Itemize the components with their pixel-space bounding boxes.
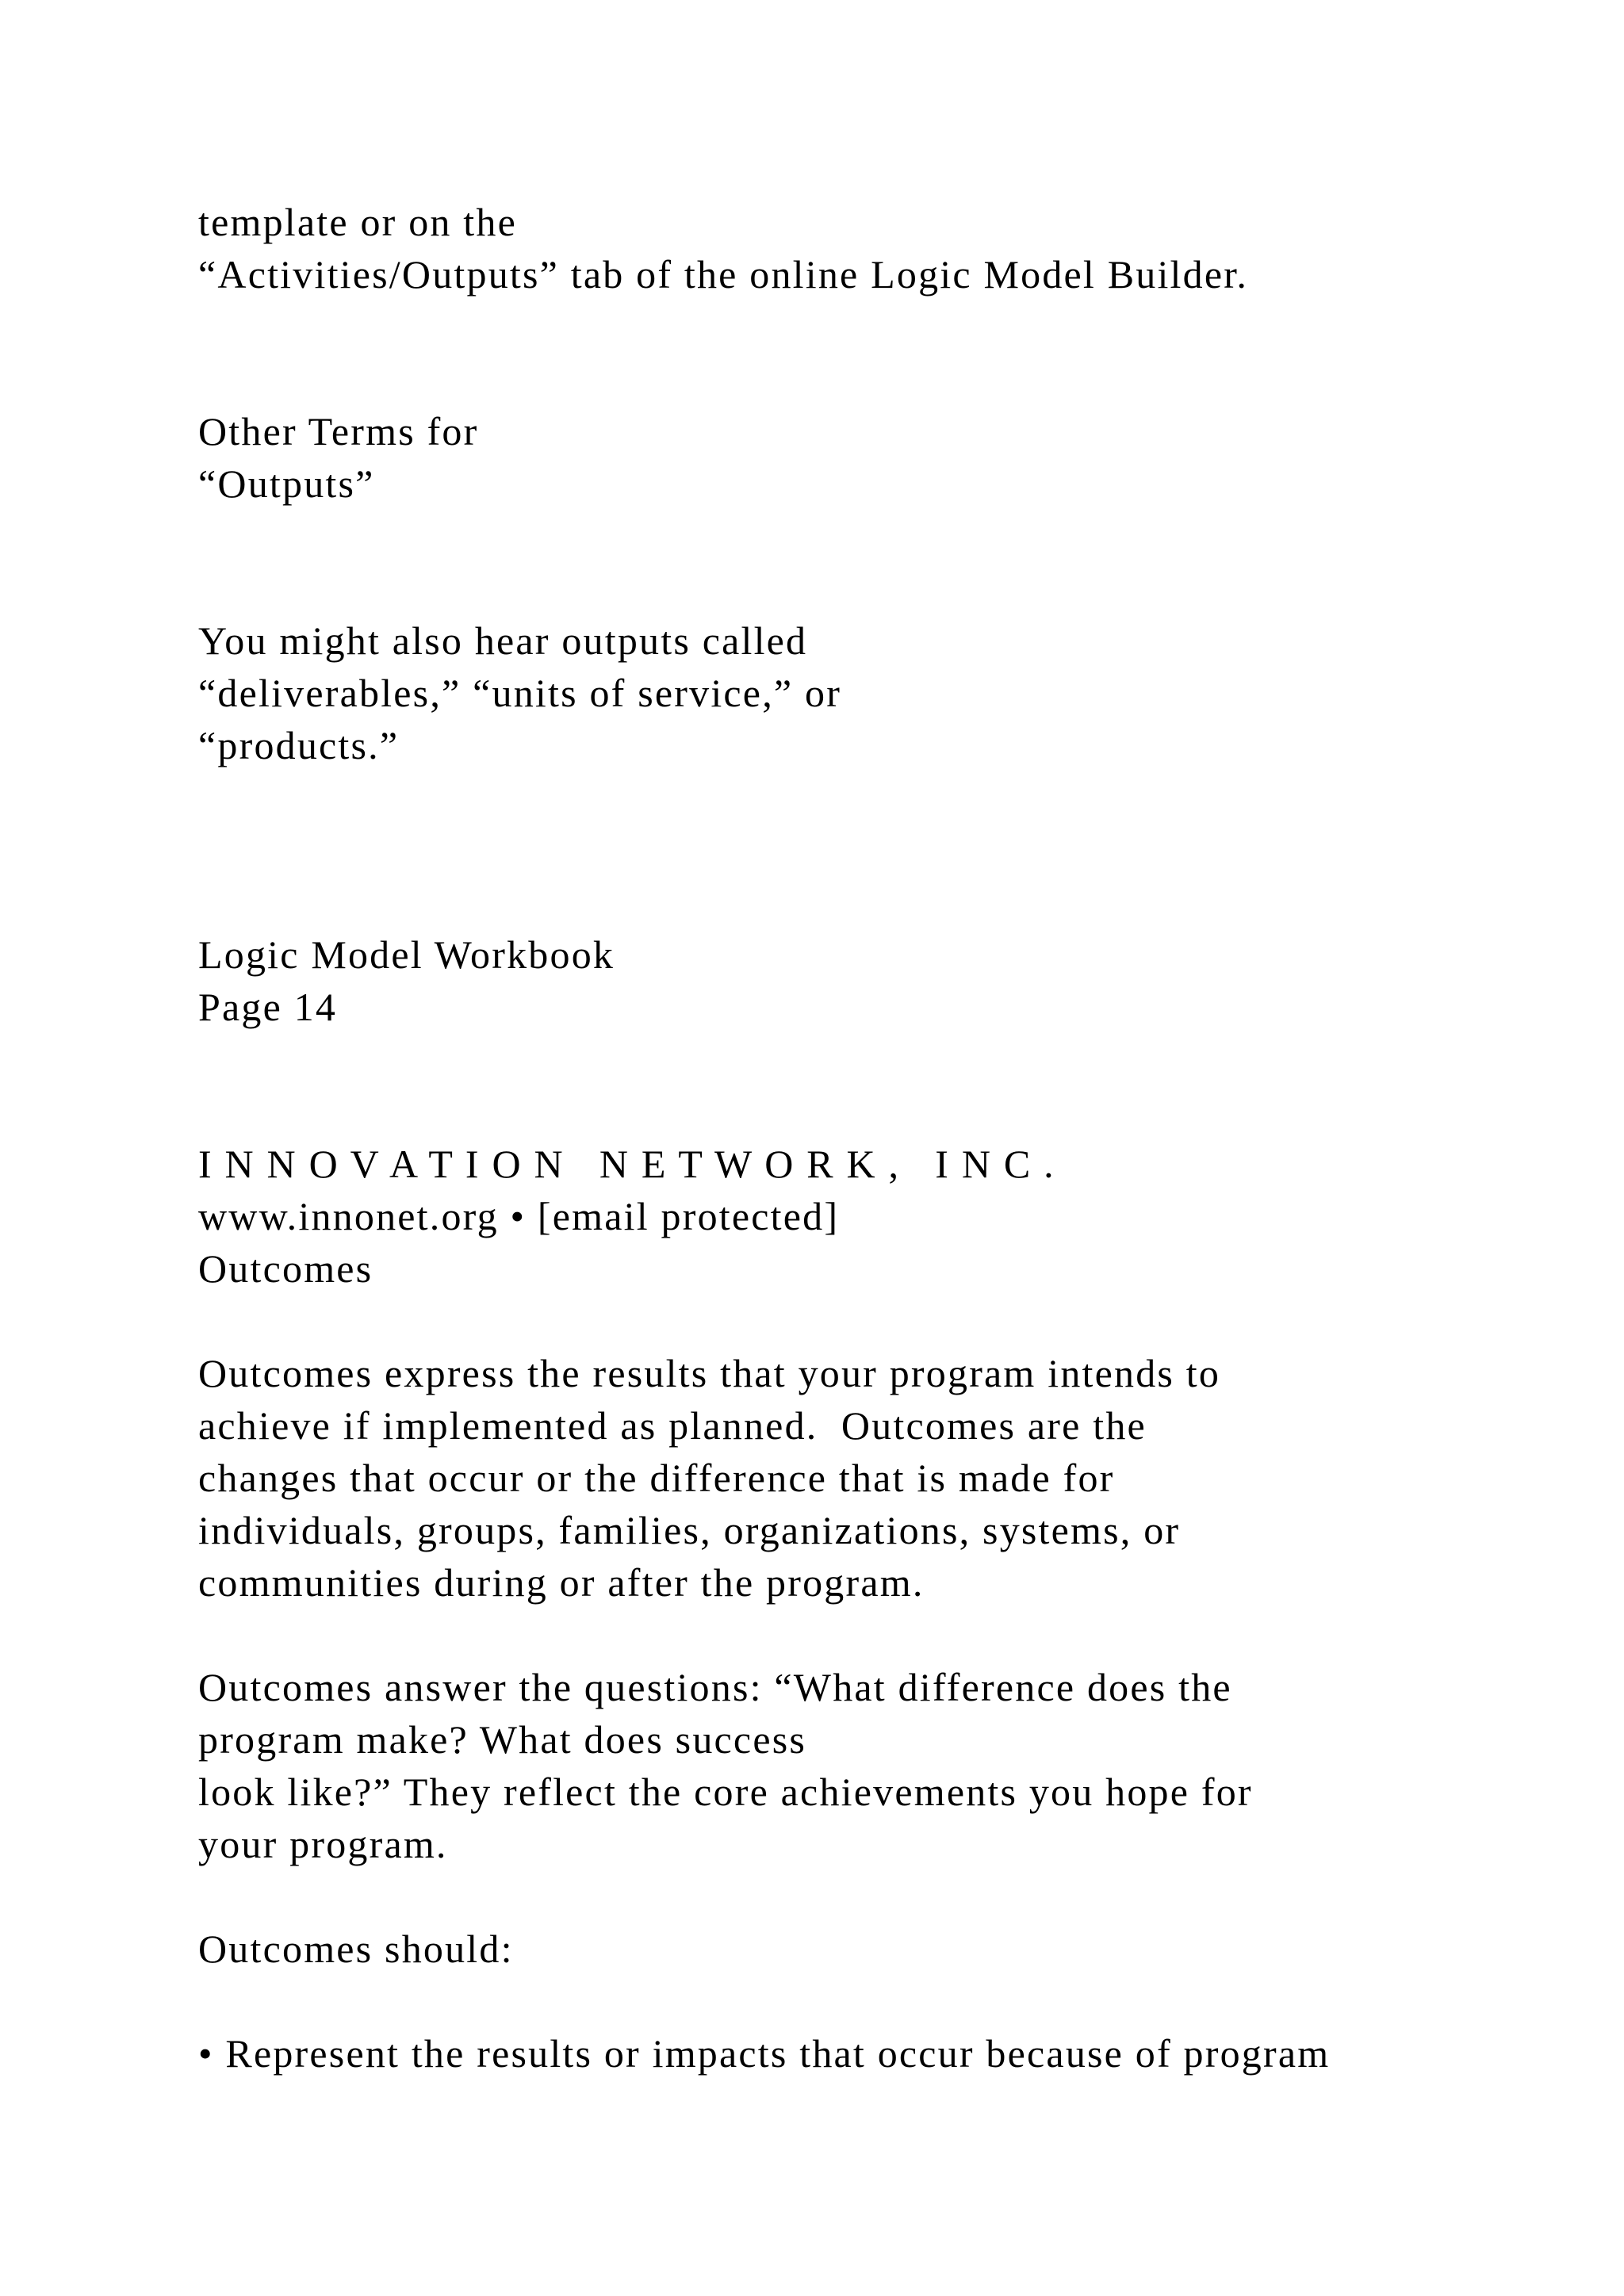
workbook-title: Logic Model Workbook <box>198 932 615 977</box>
other-terms-heading-line-1: Other Terms for <box>198 409 479 453</box>
outcomes-para1-line: achieve if implemented as planned. Outcomes are the <box>198 1403 1147 1448</box>
other-terms-heading-line-2: “Outputs” <box>198 461 375 506</box>
outcomes-para2-line: program make? What does success <box>198 1717 807 1762</box>
intro-line-1: template or on the <box>198 200 517 244</box>
outcomes-para1-line: Outcomes express the results that your program intends to <box>198 1351 1221 1395</box>
also-hear-line-2: “deliverables,” “units of service,” or <box>198 671 842 715</box>
outcomes-para2-line: look like?” They reflect the core achievements you hope for <box>198 1770 1253 1814</box>
outcomes-should-label: Outcomes should: <box>198 1927 514 1971</box>
also-hear-line-1: You might also hear outputs called <box>198 618 808 663</box>
page-number: Page 14 <box>198 985 338 1029</box>
intro-line-2: “Activities/Outputs” tab of the online Logic Model Builder. <box>198 252 1249 297</box>
outcomes-para1-line: communities during or after the program. <box>198 1560 925 1605</box>
contact-line: www.innonet.org • [email protected] <box>198 1194 840 1238</box>
outcomes-heading: Outcomes <box>198 1246 373 1291</box>
outcomes-para1-line: individuals, groups, families, organizations, systems, or <box>198 1508 1181 1552</box>
outcomes-para2-line: Outcomes answer the questions: “What difference does the <box>198 1665 1232 1709</box>
outcomes-para1-line: changes that occur or the difference that is made for <box>198 1456 1115 1500</box>
outcomes-para2-line: your program. <box>198 1822 448 1866</box>
also-hear-line-3: “products.” <box>198 723 400 767</box>
organization-name: I N N O V A T I O N N E T W O R K , I N C . <box>198 1142 1055 1186</box>
outcomes-bullet-1: • Represent the results or impacts that occur because of program <box>198 2031 1331 2076</box>
